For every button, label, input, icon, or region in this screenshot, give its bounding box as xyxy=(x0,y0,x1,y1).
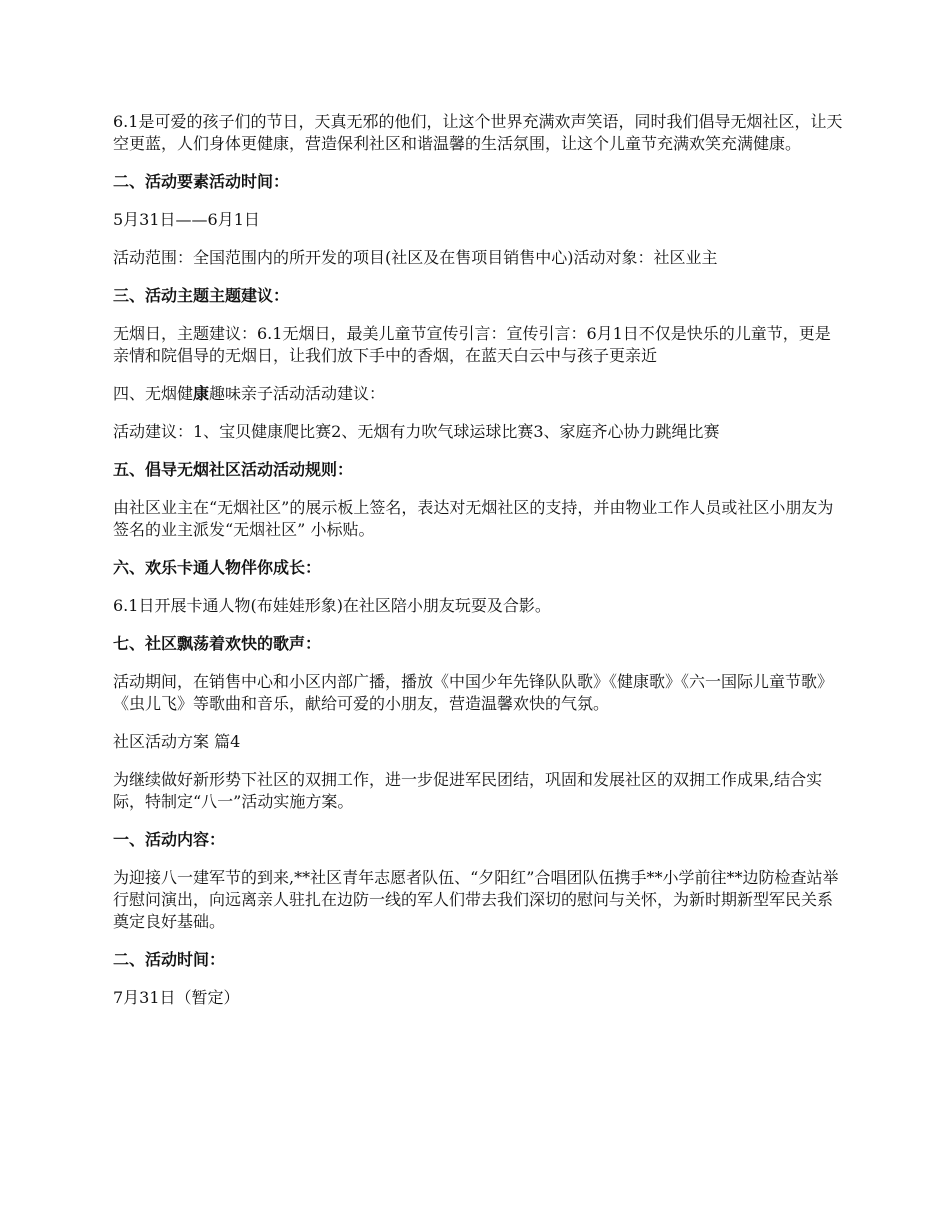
intro-paragraph: 6.1是可爱的孩子们的节日，天真无邪的他们，让这个世界充满欢声笑语，同时我们倡导无烟社区，让天空更蓝，人们身体更健康，营造保利社区和谐温馨的生活氛围，让这个儿童节充满欢笑充满健康。 xyxy=(113,112,843,153)
heading-part-before: 四、无烟健 xyxy=(113,384,194,403)
activity-date-range: 5月31日——6月1日 xyxy=(113,210,260,229)
section-heading-time: 二、活动时间： xyxy=(113,950,226,969)
theme-paragraph: 无烟日，主题建议：6.1无烟日，最美儿童节宣传引言：宣传引言：6月1日不仅是快乐的儿童节，更是亲情和院倡导的无烟日，让我们放下手中的香烟，在蓝天白云中与孩子更亲近 xyxy=(113,324,831,365)
cartoon-paragraph: 6.1日开展卡通人物(布娃娃形象)在社区陪小朋友玩耍及合影。 xyxy=(113,596,551,615)
content-paragraph: 为迎接八一建军节的到来,**社区青年志愿者队伍、“夕阳红”合唱团队伍携手**小学前往**边防检查站举行慰问演出，向远离亲人驻扎在边防一线的军人们带去我们深切的慰问与关怀，为新时期新型军民关系奠定良好基础。 xyxy=(113,868,839,931)
document-body xyxy=(113,111,843,1025)
section-heading-rules: 五、倡导无烟社区活动活动规则： xyxy=(113,460,354,479)
songs-paragraph: 活动期间，在销售中心和小区内部广播，播放《中国少年先锋队队歌》《健康歌》《六一国际儿童节歌》《虫儿飞》等歌曲和音乐，献给可爱的小朋友，营造温馨欢快的气氛。 xyxy=(113,672,834,713)
heading-part-bold: 康 xyxy=(193,384,210,403)
time-paragraph: 7月31日（暂定） xyxy=(113,988,240,1007)
plan4-intro-paragraph: 为继续做好新形势下社区的双拥工作，进一步促进军民团结，巩固和发展社区的双拥工作成果,结合实际，特制定“八一”活动实施方案。 xyxy=(113,770,823,811)
section-heading-activity-time: 二、活动要素活动时间： xyxy=(113,172,290,191)
rules-paragraph: 由社区业主在“无烟社区”的展示板上签名，表达对无烟社区的支持，并由物业工作人员或社区小朋友为签名的业主派发“无烟社区” 小标贴。 xyxy=(113,498,834,539)
section-heading-theme: 三、活动主题主题建议： xyxy=(113,286,290,305)
section-heading-cartoon: 六、欢乐卡通人物伴你成长： xyxy=(113,558,322,577)
heading-part-after: 趣味亲子活动活动建议： xyxy=(209,384,386,403)
section-heading-content: 一、活动内容： xyxy=(113,830,226,849)
plan-title-part4: 社区活动方案 篇4 xyxy=(113,732,241,751)
activity-suggestions-paragraph: 活动建议：1、宝贝健康爬比赛2、无烟有力吹气球运球比赛3、家庭齐心协力跳绳比赛 xyxy=(113,422,720,441)
section-heading-parent-child xyxy=(113,383,843,405)
activity-scope-paragraph: 活动范围：全国范围内的所开发的项目(社区及在售项目销售中心)活动对象：社区业主 xyxy=(113,248,718,267)
section-heading-songs: 七、社区飘荡着欢快的歌声： xyxy=(113,634,322,653)
